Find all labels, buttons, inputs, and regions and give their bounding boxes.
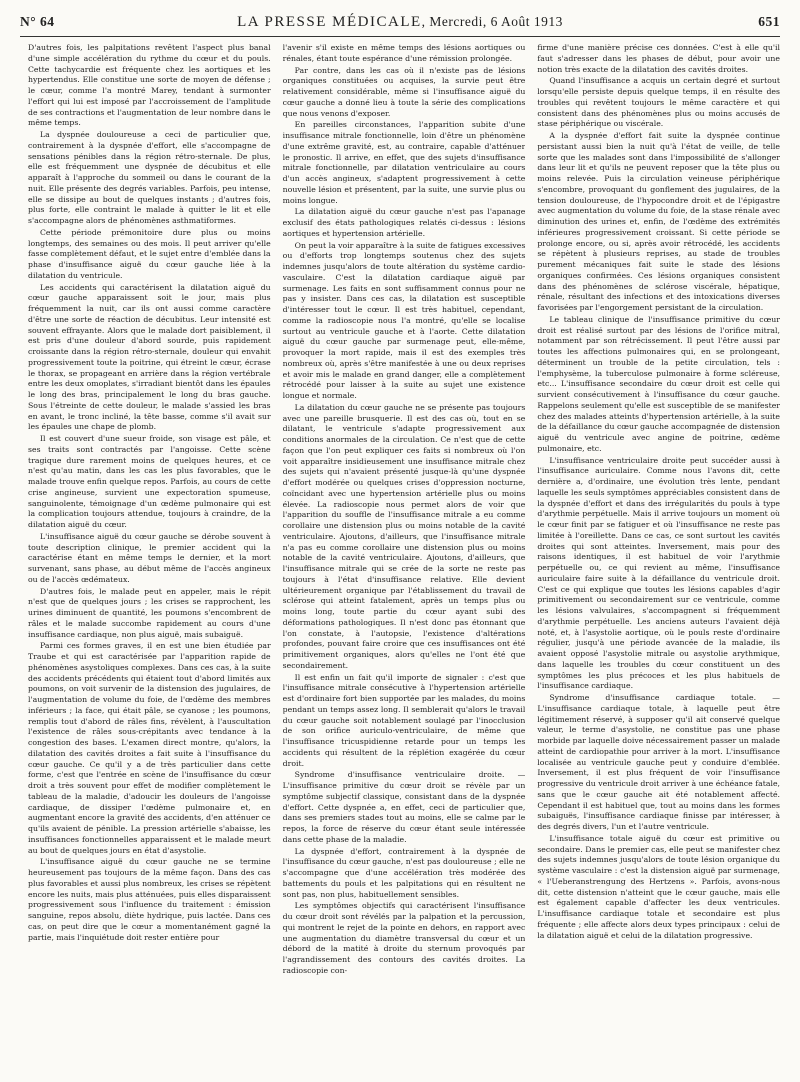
- paragraph: D'autres fois, le malade peut en appeler, mais le répit n'est que de quelques jours ; les crises se rapprochent, les urines diminuent de quantité, les poumons s'encombrent de râles et le malade succombe rapidement au cours d'une insuffisance cardiaque, non plus aiguë, mais subaiguë.: [28, 586, 271, 639]
- article-body: [28, 43, 780, 1066]
- column-1: [28, 43, 271, 1066]
- paragraph: A la dyspnée d'effort fait suite la dyspnée continue persistant aussi bien la nuit qu'à l'état de veille, de telle sorte que les malades sont dans l'impossibilité de s'allonger dans leur lit et qu'ils ne peuvent reposer que la tête plus ou moins relevée. Puis la circulation veineuse périphérique s'encombre, provoquant du gonflement des jugulaires, de la tension douloureuse, de l'hypocondre droit et de l'épigastre avec augmentation du volume du foie, de la stase rénale avec diminution des urines et, enfin, de l'œdème des extrémités inférieures progressivement croissant. Si cette période se prolonge encore, ou si, après avoir rétrocédé, les accidents se répètent à plusieurs reprises, au stade de troubles purement mécaniques fait suite le stade des lésions organiques confirmées. Ces lésions organiques consistent dans des phénomènes de sclérose viscérale, hépatique, rénale, résultant des infections et des intoxications diverses favorisées par l'engorgement persistant de la circulation.: [537, 131, 780, 312]
- journal-name: LA PRESSE MÉDICALE: [237, 13, 422, 30]
- paragraph: L'insuffisance aiguë du cœur gauche se dérobe souvent à toute description clinique, le premier accident qui la caractérise étant en même temps le dernier, et la mort survenant, sans phase, au début même de l'accès angineux ou de l'accès œdémateux.: [28, 531, 271, 584]
- paragraph: Par contre, dans les cas où il n'existe pas de lésions organiques constituées ou acquises, la survie peut être relativement considérable, même si l'insuffisance aiguë du cœur gauche a donné lieu à toute la série des complications que nous venons d'exposer.: [282, 65, 526, 118]
- paragraph: La dilatation du cœur gauche ne se présente pas toujours avec une pareille brusquerie. Il est des cas où, tout en se dilatant, le ventricule s'adapte progressivement aux conditions anormales de la circulation. Ce n'est que de cette façon que l'on peut expliquer ces faits si nombreux où l'on voit apparaître insidieusement une insuffisance mitrale chez des sujets qui n'avaient présenté jusque-là qu'une dyspnée d'effort modérée ou quelques crises d'oppression nocturne, coïncidant avec une hypertension artérielle plus ou moins élevée. La radioscopie nous permet alors de voir que l'apparition du souffle de l'insuffisance mitrale a eu comme corollaire une distension plus ou moins notable de la cavité ventriculaire. Ajoutons, d'ailleurs, que l'insuffisance mitrale n'a pas eu comme corollaire une distension plus ou moins notable de la cavité ventriculaire. Ajoutons, d'ailleurs, que l'insuffisance mitrale qui se crée de la sorte ne reste pas toujours à l'état d'insuffisance relative. Elle devient ultérieurement organique par l'établissement du travail de sclérose qui atteint fatalement, après un temps plus ou moins long, toute partie du cœur ayant subi des déformations pathologiques. Il n'est donc pas étonnant que l'on constate, à l'autopsie, l'existence d'altérations profondes, pouvant faire croire que ces insuffisances ont été primitivement organiques, alors qu'elles ne l'ont été que secondairement.: [282, 402, 526, 670]
- section-paragraph: Syndrome d'insuffisance cardiaque totale. — L'insuffisance cardiaque totale, à laquelle peut être légitimement réservé, à supposer qu'il ait conservé quelque valeur, le terme d'asystolie, ne constitue pas une phase morbide par laquelle doive nécessairement passer un malade atteint de cardiopathie pour arriver à la mort. L'insuffisance localisée au ventricule gauche peut y conduire d'emblée. Inversement, il est plus fréquent de voir l'insuffisance progressive du ventricule droit arriver à une échéance fatale, sans que le cœur gauche ait été notablement affecté. Cependant il est habituel que, tout au moins dans les formes subaiguës, l'insuffisance cardiaque finisse par intéresser, à des degrés divers, l'un et l'autre ventricule.: [537, 693, 780, 831]
- paragraph: Parmi ces formes graves, il en est une bien étudiée par Traube et qui est caractérisée par l'apparition rapide de phénomènes asystoliques complexes. Dans ces cas, à la suite des accidents précédents qui étaient tout d'abord limités aux poumons, on voit survenir de la distension des jugulaires, de l'augmentation de volume du foie, de l'œdème des membres inférieurs ; la face, qui était pâle, se cyanose ; les poumons, remplis tout d'abord de râles fins, révèlent, à l'auscultation l'existence de râles sous-crépitants avec tendance à la congestion des bases. L'examen direct montre, qu'alors, la dilatation des cavités droites a fait suite à l'insuffisance du cœur gauche. Ce qu'il y a de très particulier dans cette forme, c'est que l'entrée en scène de l'insuffisance du cœur droit a très souvent pour effet de modifier complètement le tableau de la maladie, d'adoucir les douleurs de l'angoisse cardiaque, de dissiper l'œdème pulmonaire et, en augmentant encore la gravité des accidents, d'en atténuer ce qu'ils avaient de pénible. La pression artérielle s'abaisse, les insuffisances fonctionnelles apparaissent et le malade meurt au bout de quelques jours en état d'asystolie.: [28, 641, 271, 855]
- page-number: 651: [758, 14, 780, 29]
- column-2: [283, 43, 526, 1066]
- section-paragraph: Syndrome d'insuffisance ventriculaire droite. — L'insuffisance primitive du cœur droit se révèle par un symptôme subjectif classique, consistant dans de la dyspnée d'effort. Cette dyspnée a, en effet, ceci de particulier que, dans ses premiers stades tout au moins, elle se calme par le repos, la force de réserve du cœur étant seule intéressée dans cette phase de la maladie.: [282, 770, 526, 844]
- paragraph: L'insuffisance ventriculaire droite peut succéder aussi à l'insuffisance auriculaire. Comme nous l'avons dit, cette dernière a, d'ordinaire, une évolution très lente, pendant laquelle les seuls symptômes appréciables consistent dans de la dyspnée d'effort et dans des irrégularités du pouls à type d'arythmie perpétuelle. Mais il arrive toujours un moment où le cœur finit par se fatiguer et où l'insuffisance ne reste pas limitée à l'oreillette. Dans ce cas, ce sont surtout les cavités droites qui sont atteintes. Inversement, mais pour des raisons identiques, il est habituel de voir l'arythmie perpétuelle ou, ce qui revient au même, l'insuffisance auriculaire faire suite à la défaillance du ventricule droit. C'est ce qui explique que toutes les lésions capables d'agir primitivement ou secondairement sur ce ventricule, comme les lésions valvulaires, s'accompagnent si fréquemment d'arythmie perpétuelle. Les anciens auteurs l'avaient déjà noté, et, à l'asystolie aortique, où le pouls reste d'ordinaire régulier, jusqu'à une période avancée de la maladie, ils avaient opposé l'asystolie mitrale ou asystolie arythmique, dans laquelle les troubles du cœur constituent un des symptômes les plus précoces et les plus habituels de l'insuffisance cardiaque.: [537, 455, 780, 691]
- paragraph: L'insuffisance totale aiguë du cœur est primitive ou secondaire. Dans le premier cas, elle peut se manifester chez des sujets indemnes jusqu'alors de toute lésion organique du système vasculaire : c'est la distension aiguë par surmenage, « l'Ueberanstrengung des Hertzens ». Parfois, avons-nous dit, cette distension n'atteint que le cœur gauche, mais elle est également capable d'affecter les deux ventricules. L'insuffisance cardiaque totale et secondaire est plus fréquente ; elle affecte alors deux types principaux : celui de la dilatation aiguë et celui de la dilatation progressive.: [537, 833, 780, 940]
- issue-date: , Mercredi, 6 Août 1913: [421, 13, 563, 29]
- paragraph: On peut la voir apparaître à la suite de fatigues excessives ou d'efforts trop longtemps soutenus chez des sujets indemnes jusqu'alors de toute altération du système cardio-vasculaire. C'est la dilatation cardiaque aiguë par surmenage. Les faits en sont suffisamment connus pour ne pas y insister. Dans ces cas, la dilatation est susceptible d'intéresser tout le cœur. Il est très habituel, cependant, comme la radioscopie nous l'a montré, qu'elle se localise surtout au ventricule gauche et à l'aorte. Cette dilatation aiguë du cœur gauche par surmenage peut, elle-même, provoquer la mort rapide, mais il est des exemples très nombreux où, après s'être manifestée à une ou deux reprises et avoir mis le malade en grand danger, elle a complètement rétrocédé pour laisser à la suite au sujet une existence longue et normale.: [282, 240, 526, 400]
- journal-title: [130, 14, 670, 31]
- page-header: [20, 10, 780, 34]
- paragraph: Quand l'insuffisance a acquis un certain degré et surtout lorsqu'elle persiste depuis quelque temps, il en résulte des troubles qui revêtent toujours le même caractère et qui consistent dans des phénomènes plus ou moins accusés de stase périphérique ou viscérale.: [537, 76, 780, 129]
- paragraph: La dyspnée d'effort, contrairement à la dyspnée de l'insuffisance du cœur gauche, n'est pas douloureuse ; elle ne s'accompagne que d'une accélération très modérée des battements du pouls et les palpitations qui en résultent ne sont pas, non plus, habituellement sensibles.: [282, 846, 526, 899]
- paragraph: Le tableau clinique de l'insuffisance primitive du cœur droit est réalisé surtout par des lésions de l'orifice mitral, notamment par son rétrécissement. Il peut l'être aussi par toutes les affections pulmonaires qui, en se prolongeant, déterminent un trouble de la petite circulation, tels : l'emphysème, la tuberculose pulmonaire à forme scléreuse, etc... L'insuffisance secondaire du cœur droit est celle qui survient consécutivement à l'insuffisance du cœur gauche. Rappelons seulement qu'elle est susceptible de se manifester chez des malades atteints d'hypertension artérielle, à la suite de la défaillance du cœur gauche accompagnée de distension aiguë du ventricule avec angine de poitrine, œdème pulmonaire, etc.: [537, 314, 780, 453]
- paragraph: firme d'une manière précise ces données. C'est à elle qu'il faut s'adresser dans les phases de début, pour avoir une notion très exacte de la dilatation des cavités droites.: [537, 43, 780, 74]
- paragraph: L'insuffisance aiguë du cœur gauche ne se termine heureusement pas toujours de la même façon. Dans des cas plus favorables et aussi plus nombreux, les crises se répètent encore les nuits, mais plus atténuées, puis elles disparaissent progressivement sous l'influence du traitement : émission sanguine, repos absolu, diète hydrique, puis lactée. Dans ces cas, on peut dire que le cœur a momentanément gagné la partie, mais l'inquiétude doit rester entière pour: [28, 857, 271, 942]
- paragraph: Il est couvert d'une sueur froide, son visage est pâle, et ses traits sont contractés par l'angoisse. Cette scène tragique dure rarement moins de quelques heures, et ce n'est qu'au matin, dans les cas les plus favorables, que le malade trouve enfin quelque repos. Parfois, au cours de cette crise angineuse, survient une expectoration spumeuse, sanguinolente, témoignage d'un œdème pulmonaire qui est la complication toujours attendue, toujours à craindre, de la dilatation aiguë du cœur.: [28, 434, 271, 529]
- paragraph: Cette période prémonitoire dure plus ou moins longtemps, des semaines ou des mois. Il peut arriver qu'elle fasse complètement défaut, et le sujet entre d'emblée dans la phase d'insuffisance aiguë du cœur gauche liée à la dilatation du ventricule.: [28, 227, 271, 280]
- paragraph: D'autres fois, les palpitations revêtent l'aspect plus banal d'une simple accélération du rythme du cœur et du pouls. Cette tachycardie est fréquente chez les aortiques et les hypertendus. Elle constitue une sorte de moyen de défense ; le cœur, comme l'a montré Marey, tendant à surmonter l'effort qui lui est imposé par l'accroissement de l'amplitude de ses contractions et l'augmentation de leur nombre dans le même temps.: [28, 43, 271, 128]
- column-3: [537, 43, 780, 1066]
- paragraph: La dilatation aiguë du cœur gauche n'est pas l'apanage exclusif des états pathologiques relatés ci-dessus : lésions aortiques et hypertension artérielle.: [282, 207, 526, 238]
- paragraph: La dyspnée douloureuse a ceci de particulier que, contrairement à la dyspnée d'effort, elle s'accompagne de sensations pénibles dans la région rétro-sternale. De plus, elle est fréquemment une dyspnée de décubitus et elle apparaît à l'approche du sommeil ou dans le courant de la nuit. Elle présente des degrés variables. Parfois, peu intense, elle se dissipe au bout de quelques instants ; d'autres fois, plus forte, elle contraint le malade à quitter le lit et elle s'accompagne alors de phénomènes asthmatiformes.: [28, 130, 271, 225]
- paragraph: En pareilles circonstances, l'apparition subite d'une insuffisance mitrale fonctionnelle, loin d'être un phénomène d'une extrême gravité, est, au contraire, capable d'atténuer le pronostic. Il arrive, en effet, que des sujets d'insuffisance mitrale fonctionnelle, par dilatation ventriculaire au cours d'un accès angineux, s'adaptent progressivement à cette nouvelle lésion et présentent, par la suite, une survie plus ou moins longue.: [282, 120, 526, 205]
- issue-number: N° 64: [20, 14, 55, 29]
- paragraph: l'avenir s'il existe en même temps des lésions aortiques ou rénales, étant toute espérance d'une rémission prolongée.: [282, 43, 526, 63]
- paragraph: Il est enfin un fait qu'il importe de signaler : c'est que l'insuffisance mitrale consécutive à l'hypertension artérielle est d'ordinaire fort bien supportée par les malades, du moins pendant un temps assez long. Il semblerait qu'alors le travail du cœur gauche soit notablement soulagé par l'inocclusion de son orifice auriculo-ventriculaire, de même que l'insuffisance tricuspidienne retarde pour un temps les accidents qui résultent de la réplétion exagérée du cœur droit.: [282, 672, 526, 768]
- paragraph: Les accidents qui caractérisent la dilatation aiguë du cœur gauche apparaissent soit le jour, mais plus fréquemment la nuit, car ils ont aussi comme caractère d'être une sorte de réaction de décubitus. Leur intensité est souvent effrayante. Alors que le malade dort paisiblement, il est pris d'une douleur d'abord sourde, puis rapidement croissante dans la région rétro-sternale, douleur qui envahit progressivement toute la poitrine, qui étreint le cœur, écrase le thorax, se propageant en arrière dans la région vertébrale entre les deux omoplates, s'irradiant bientôt dans les épaules le long des bras, principalement le long du bras gauche. Sous l'étreinte de cette douleur, le malade s'assied les bras en avant, le tronc incliné, la tête basse, comme s'il avait sur les épaules une chape de plomb.: [28, 282, 271, 432]
- header-rule: [20, 36, 780, 37]
- paragraph: Les symptômes objectifs qui caractérisent l'insuffisance du cœur droit sont révélés par la palpation et la percussion, qui montrent le rejet de la pointe en dehors, en rapport avec une augmentation du diamètre transversal du cœur et un débord de la matité à droite du sternum provoqués par l'agrandissement des contours des cavités droites. La radioscopie con-: [282, 901, 526, 975]
